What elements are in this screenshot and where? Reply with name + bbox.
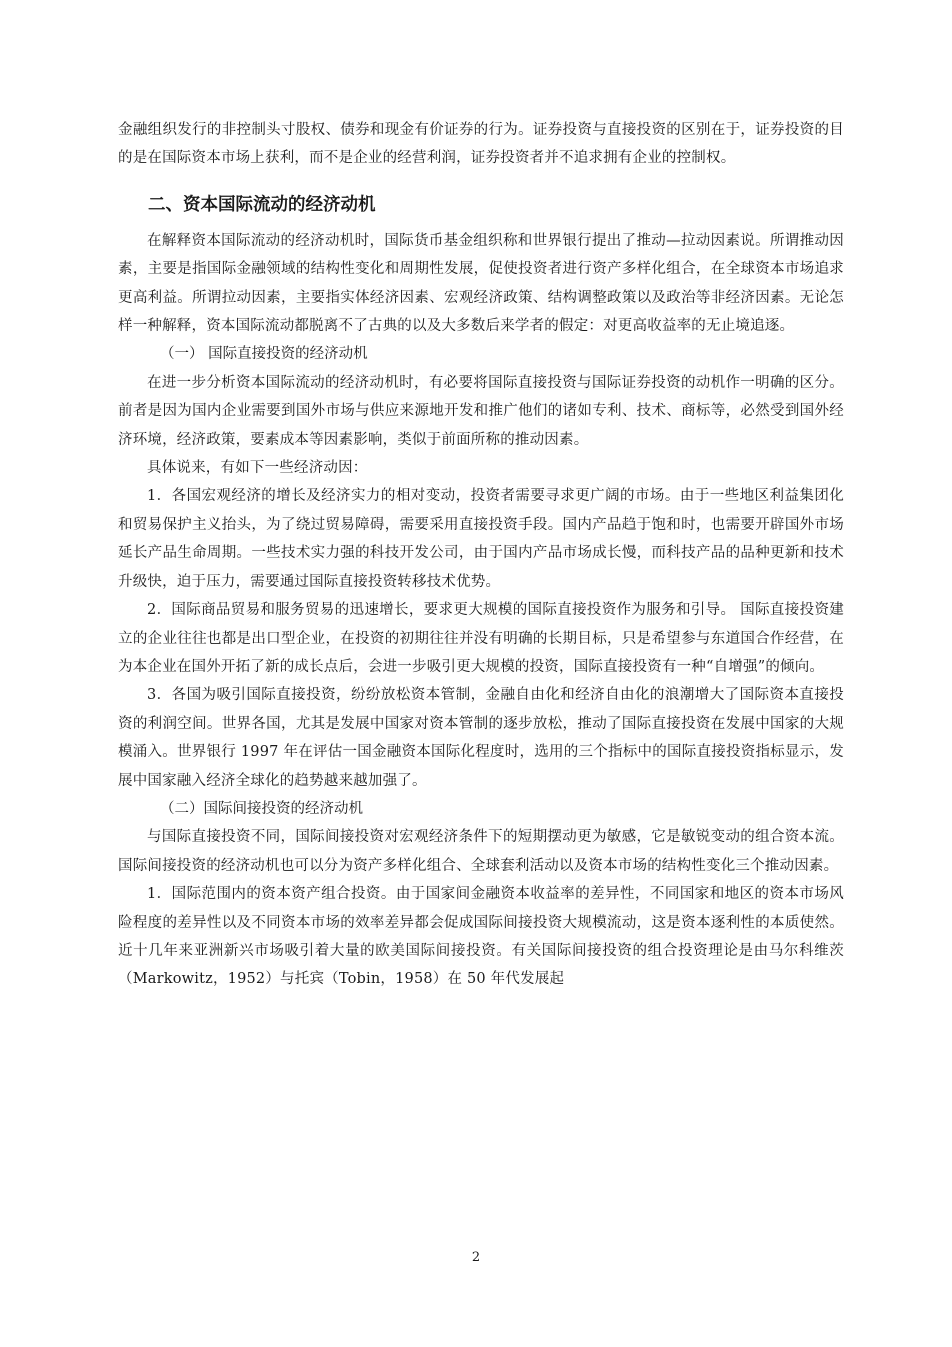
paragraph-intro-continued: 金融组织发行的非控制头寸股权、债券和现金有价证券的行为。证券投资与直接投资的区别在于，证券投资的目的是在国际资本市场上获利，而不是企业的经营利润，证券投资者并不追求拥有企业的控制权。 <box>118 122 844 167</box>
subsection-heading-indirect: （二）国际间接投资的经济动机 <box>160 800 363 817</box>
paragraph-specific-motives: 具体说来，有如下一些经济动因： <box>147 460 368 477</box>
subsection-heading-direct: （一） 国际直接投资的经济动机 <box>160 346 368 363</box>
page-number: 2 <box>471 1250 481 1265</box>
paragraph-motive-3: 3．各国为吸引国际直接投资，纷纷放松资本管制，金融自由化和经济自由化的浪潮增大了国际资本直接投资的利润空间。世界各国，尤其是发展中国家对资本管制的逐步放松，推动了国际直接投资在发展中国家的大规模涌入。世界银行 1997 年在评估一国金融资本国际化程度时，选用的三个指标中的国际直接投资指标显示，发展中国家融入经济全球化的趋势越来越加强了。 <box>118 687 844 789</box>
paragraph-push-pull: 在解释资本国际流动的经济动机时，国际货币基金组织称和世界银行提出了推动—拉动因素说。所谓推动因素，主要是指国际金融领域的结构性变化和周期性发展，促使投资者进行资产多样化组合，在全球资本市场追求更高利益。所谓拉动因素，主要指实体经济因素、宏观经济政策、结构调整政策以及政治等非经济因素。无论怎样一种解释，资本国际流动都脱离不了古典的以及大多数后来学者的假定：对更高收益率的无止境追逐。 <box>118 232 844 335</box>
paragraph-motive-1: 1．各国宏观经济的增长及经济实力的相对变动，投资者需要寻求更广阔的市场。由于一些地区利益集团化和贸易保护主义抬头，为了绕过贸易障碍，需要采用直接投资手段。国内产品趋于饱和时，也需要开辟国外市场延长产品生命周期。一些技术实力强的科技开发公司，由于国内产品市场成长慢，而科技产品的品种更新和技术升级快，迫于压力，需要通过国际直接投资转移技术优势。 <box>118 488 844 590</box>
paragraph-motive-2: 2．国际商品贸易和服务贸易的迅速增长，要求更大规模的国际直接投资作为服务和引导。 国际直接投资建立的企业往往也都是出口型企业，在投资的初期往往并没有明确的长期目标，只是希望参与东道国合作经营，在为本企业在国外开拓了新的成长点后，会进一步吸引更大规模的投资，国际直接投资有一种“自增强”的倾向。 <box>118 602 844 675</box>
section-heading: 二、资本国际流动的经济动机 <box>148 194 376 215</box>
paragraph-direct-vs-portfolio: 在进一步分析资本国际流动的经济动机时，有必要将国际直接投资与国际证券投资的动机作一明确的区分。前者是因为国内企业需要到国外市场与供应来源地开发和推广他们的诸如专利、技术、商标等，必然受到国外经济环境，经济政策，要素成本等因素影响，类似于前面所称的推动因素。 <box>118 374 844 448</box>
paragraph-indirect-1: 1．国际范围内的资本资产组合投资。由于国家间金融资本收益率的差异性，不同国家和地区的资本市场风险程度的差异性以及不同资本市场的效率差异都会促成国际间接投资大规模流动，这是资本逐利性的本质使然。近十几年来亚洲新兴市场吸引着大量的欧美国际间接投资。有关国际间接投资的组合投资理论是由马尔科维茨（Markowitz，1952）与托宾（Tobin，1958）在 50 年代发展起 <box>118 886 844 988</box>
document-page <box>118 116 844 994</box>
paragraph-indirect-intro: 与国际直接投资不同，国际间接投资对宏观经济条件下的短期摆动更为敏感，它是敏锐变动的组合资本流。国际间接投资的经济动机也可以分为资产多样化组合、全球套利活动以及资本市场的结构性变化三个推动因素。 <box>118 829 844 874</box>
